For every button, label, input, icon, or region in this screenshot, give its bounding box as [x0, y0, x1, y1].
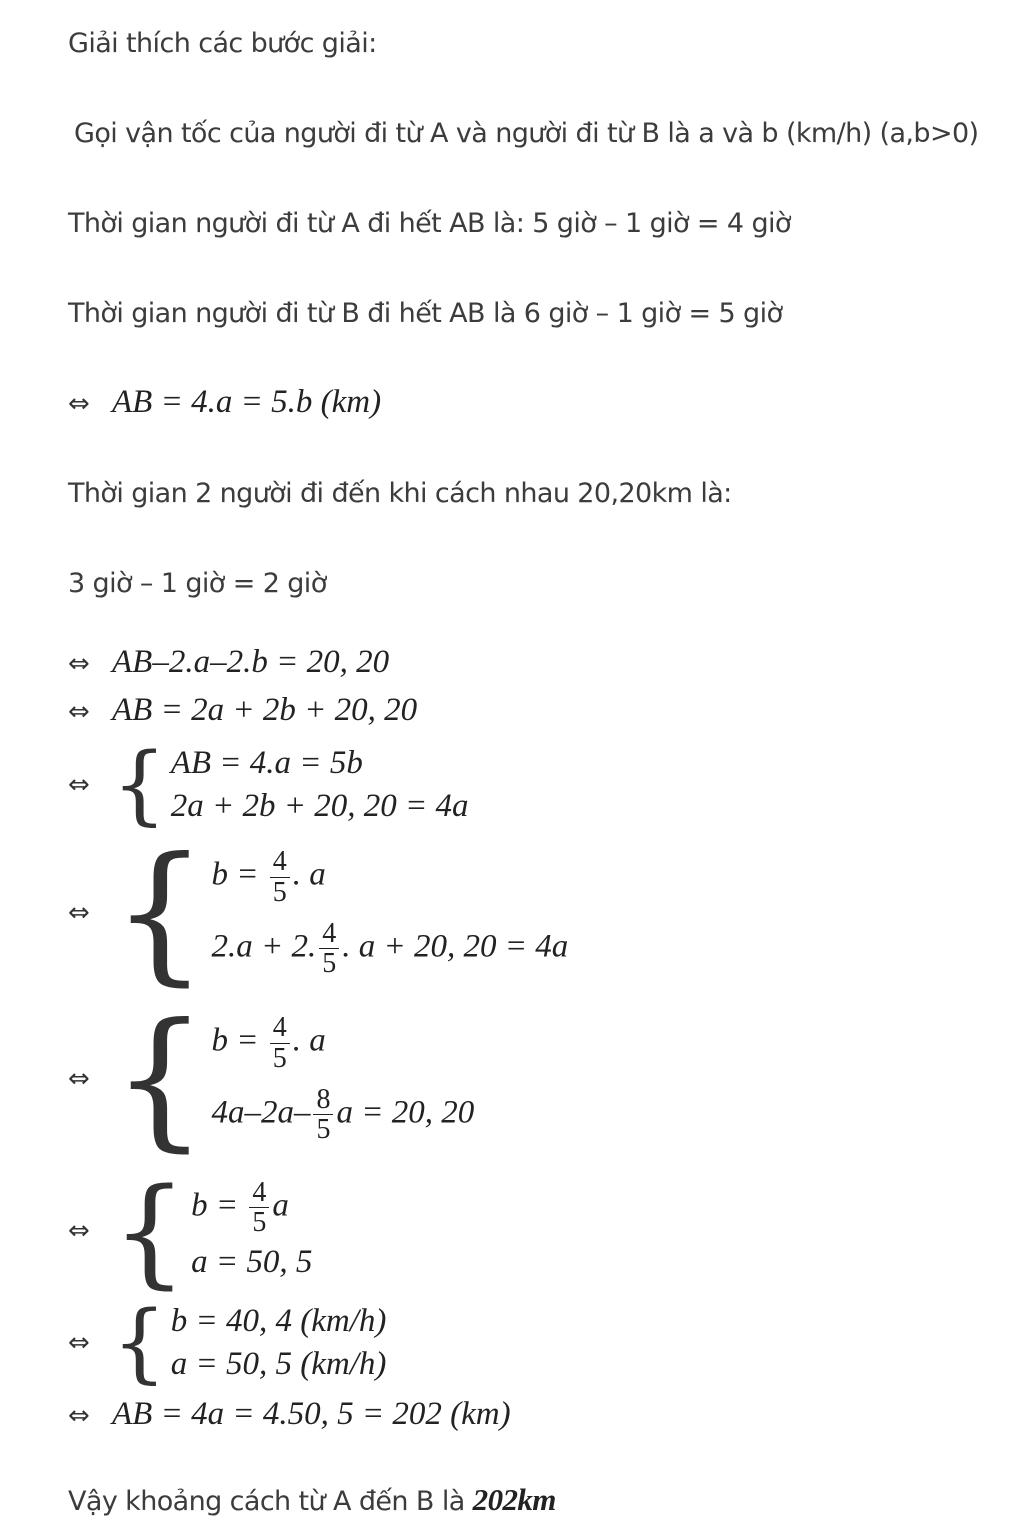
fraction-denominator: 5: [272, 1042, 287, 1074]
fraction-numerator: 4: [249, 1178, 269, 1208]
conclusion-prefix: Vậy khoảng cách từ A đến B là: [68, 1486, 465, 1517]
fraction: [270, 1013, 290, 1073]
iff-symbol: ⇔: [68, 1401, 90, 1432]
equation-2: [68, 644, 389, 681]
equation-system-5: [68, 1293, 387, 1393]
iff-symbol: ⇔: [68, 1328, 90, 1358]
system-row-part: . a: [292, 856, 326, 893]
equation-final: [68, 1396, 511, 1433]
conclusion: [68, 1482, 556, 1518]
fraction: [270, 847, 290, 907]
system-row: AB = 4.a = 5b: [170, 745, 363, 782]
conclusion-value: 202km: [472, 1482, 556, 1517]
iff-symbol: ⇔: [68, 898, 90, 928]
system-row-part: a = 20, 20: [336, 1094, 475, 1131]
iff-symbol: ⇔: [68, 697, 90, 728]
equation-text: AB = 4a = 4.50, 5 = 202 (km): [112, 1396, 511, 1432]
system-row: a = 50, 5 (km/h): [170, 1346, 387, 1382]
left-brace: {: [112, 1162, 188, 1300]
system-row: b = 40, 4 (km/h): [170, 1303, 387, 1340]
equation-system-3: [68, 992, 475, 1166]
iff-symbol: ⇔: [68, 1216, 90, 1246]
fraction-denominator: 5: [322, 948, 337, 980]
iff-symbol: ⇔: [68, 1064, 90, 1094]
iff-symbol: ⇔: [68, 389, 90, 420]
equation-text: AB = 4.a = 5.b (km): [112, 384, 382, 420]
system-rows: [211, 847, 568, 979]
system-rows: [191, 1178, 312, 1285]
fraction-numerator: 4: [270, 1013, 290, 1043]
system-rows: [171, 742, 469, 828]
system-row: 2a + 2b + 20, 20 = 4a: [170, 788, 469, 824]
equation-text: AB = 2a + 2b + 20, 20: [112, 692, 418, 728]
fraction: [313, 1085, 333, 1145]
fraction-numerator: 4: [319, 919, 339, 949]
left-brace: {: [112, 735, 167, 835]
fraction-numerator: 4: [270, 847, 290, 877]
system-rows: [171, 1300, 387, 1386]
system-row: a = 50, 5: [191, 1244, 313, 1281]
fraction-denominator: 5: [252, 1207, 267, 1239]
iff-symbol: ⇔: [68, 649, 90, 680]
equation-system-4: [68, 1162, 313, 1300]
system-row-part: 2.a + 2.: [211, 928, 317, 965]
left-brace: {: [112, 992, 208, 1166]
system-row-part: a: [272, 1187, 289, 1224]
time-b-paragraph: Thời gian người đi từ B đi hết AB là 6 giờ – 1 giờ = 5 giờ: [68, 298, 783, 329]
fraction: [319, 919, 339, 979]
fraction-denominator: 5: [272, 876, 287, 908]
intro-paragraph: Gọi vận tốc của người đi từ A và người đi từ B là a và b (km/h) (a,b>0): [74, 118, 979, 149]
system-row-part: 4a–2a–: [211, 1094, 311, 1131]
heading: Giải thích các bước giải:: [68, 28, 377, 59]
iff-symbol: ⇔: [68, 770, 90, 800]
equation-text: AB–2.a–2.b = 20, 20: [112, 644, 390, 680]
fraction-denominator: 5: [316, 1114, 331, 1146]
fraction: [249, 1178, 269, 1238]
system-row-part: b =: [211, 856, 267, 893]
equation-3: [68, 692, 417, 729]
time-a-paragraph: Thời gian người đi từ A đi hết AB là: 5 giờ – 1 giờ = 4 giờ: [68, 208, 791, 239]
equation-system-2: [68, 826, 569, 1000]
system-row-part: . a: [292, 1022, 326, 1059]
system-row-part: . a + 20, 20 = 4a: [342, 928, 569, 965]
time-meet-label: Thời gian 2 người đi đến khi cách nhau 20,20km là:: [68, 478, 732, 509]
fraction-numerator: 8: [313, 1085, 333, 1115]
system-rows: [211, 1013, 474, 1145]
equation-system-1: [68, 735, 469, 835]
left-brace: {: [112, 1293, 167, 1393]
system-row-part: b =: [211, 1022, 267, 1059]
equation-ab: [68, 384, 381, 421]
left-brace: {: [112, 826, 208, 1000]
time-meet-value: 3 giờ – 1 giờ = 2 giờ: [68, 568, 327, 599]
system-row-part: b =: [191, 1187, 247, 1224]
